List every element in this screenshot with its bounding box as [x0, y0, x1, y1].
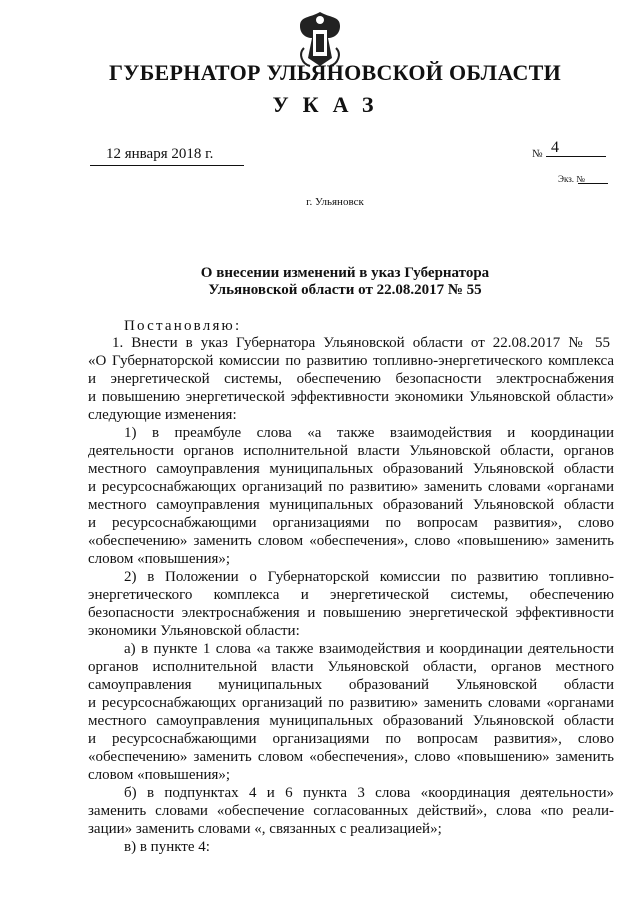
- body-line: и ресурсоснабжающими организациями по вопросам развития», слово: [88, 731, 614, 747]
- body-line: деятельности органов исполнительной власти Ульяновской области, органов: [88, 443, 614, 459]
- heading-line: О внесении изменений в указ Губернатора: [200, 265, 490, 281]
- body-line: «О Губернаторской комиссии по развитию топливно-энергетического комплекса: [88, 353, 614, 369]
- body-line: безопасности электроснабжения и повышению энергетической эффективности: [88, 605, 614, 621]
- body-line: и ресурсоснабжающих организаций по развитию» заменить словами «органами: [88, 695, 614, 711]
- document-date: 12 января 2018 г.: [106, 146, 214, 162]
- city: г. Ульяновск: [306, 196, 364, 208]
- document-type: УКАЗ: [272, 92, 388, 117]
- body-line: и повышению энергетической эффективности экономики Ульяновской области»: [88, 389, 614, 405]
- decree-verb: Постановляю:: [124, 318, 242, 334]
- copy-number-underline: [578, 183, 608, 184]
- body-line: и энергетической системы, обеспечению безопасности электроснабжения: [88, 371, 614, 387]
- body-line: следующие изменения:: [88, 407, 237, 423]
- body-line: «обеспечению» заменить словом «обеспечения», слово «повышению» заменить: [88, 533, 614, 549]
- document-number: 4: [551, 139, 559, 156]
- heading-line: Ульяновской области от 22.08.2017 № 55: [208, 282, 482, 298]
- body-line: а) в пункте 1 слова «а также взаимодействия и координации деятельности: [124, 641, 614, 657]
- body-line: органов исполнительной власти Ульяновской области, органов местного: [88, 659, 614, 675]
- body-line: 1) в преамбуле слова «а также взаимодействия и координации: [124, 425, 614, 441]
- body-line: и ресурсоснабжающими организациями по вопросам развития», слово: [88, 515, 614, 531]
- governor-title: ГУБЕРНАТОР УЛЬЯНОВСКОЙ ОБЛАСТИ: [108, 60, 562, 85]
- body-line: местного самоуправления муниципальных образований Ульяновской области: [88, 713, 614, 729]
- date-underline: [90, 165, 244, 166]
- copy-number-label: Экз. №: [558, 174, 585, 184]
- body-line: экономики Ульяновской области:: [88, 623, 300, 639]
- body-line: зации» заменить словами «, связанных с реализацией»;: [88, 821, 442, 837]
- body-line: местного самоуправления муниципальных образований Ульяновской области: [88, 461, 614, 477]
- body-line: б) в подпунктах 4 и 6 пункта 3 слова «координация деятельности»: [124, 785, 614, 801]
- body-line: 1. Внести в указ Губернатора Ульяновской области от 22.08.2017 № 55: [112, 335, 610, 351]
- body-line: местного самоуправления муниципальных образований Ульяновской области: [88, 497, 614, 513]
- body-line: в) в пункте 4:: [124, 839, 210, 855]
- body-line: и ресурсоснабжающих организаций по развитию» заменить словами «органами: [88, 479, 614, 495]
- body-line: словом «повышения»;: [88, 767, 231, 783]
- body-line: заменить словами «обеспечение согласованных действий», слова «по реали-: [88, 803, 614, 819]
- number-label: №: [532, 148, 543, 160]
- number-underline: [546, 156, 606, 157]
- body-line: «обеспечению» заменить словом «обеспечения», слово «повышению» заменить: [88, 749, 614, 765]
- body-line: 2) в Положении о Губернаторской комиссии по развитию топливно-: [124, 569, 614, 585]
- body-line: самоуправления муниципальных образований Ульяновской области: [88, 677, 614, 693]
- body-line: энергетического комплекса и энергетической системы, обеспечению: [88, 587, 614, 603]
- body-line: словом «повышения»;: [88, 551, 231, 567]
